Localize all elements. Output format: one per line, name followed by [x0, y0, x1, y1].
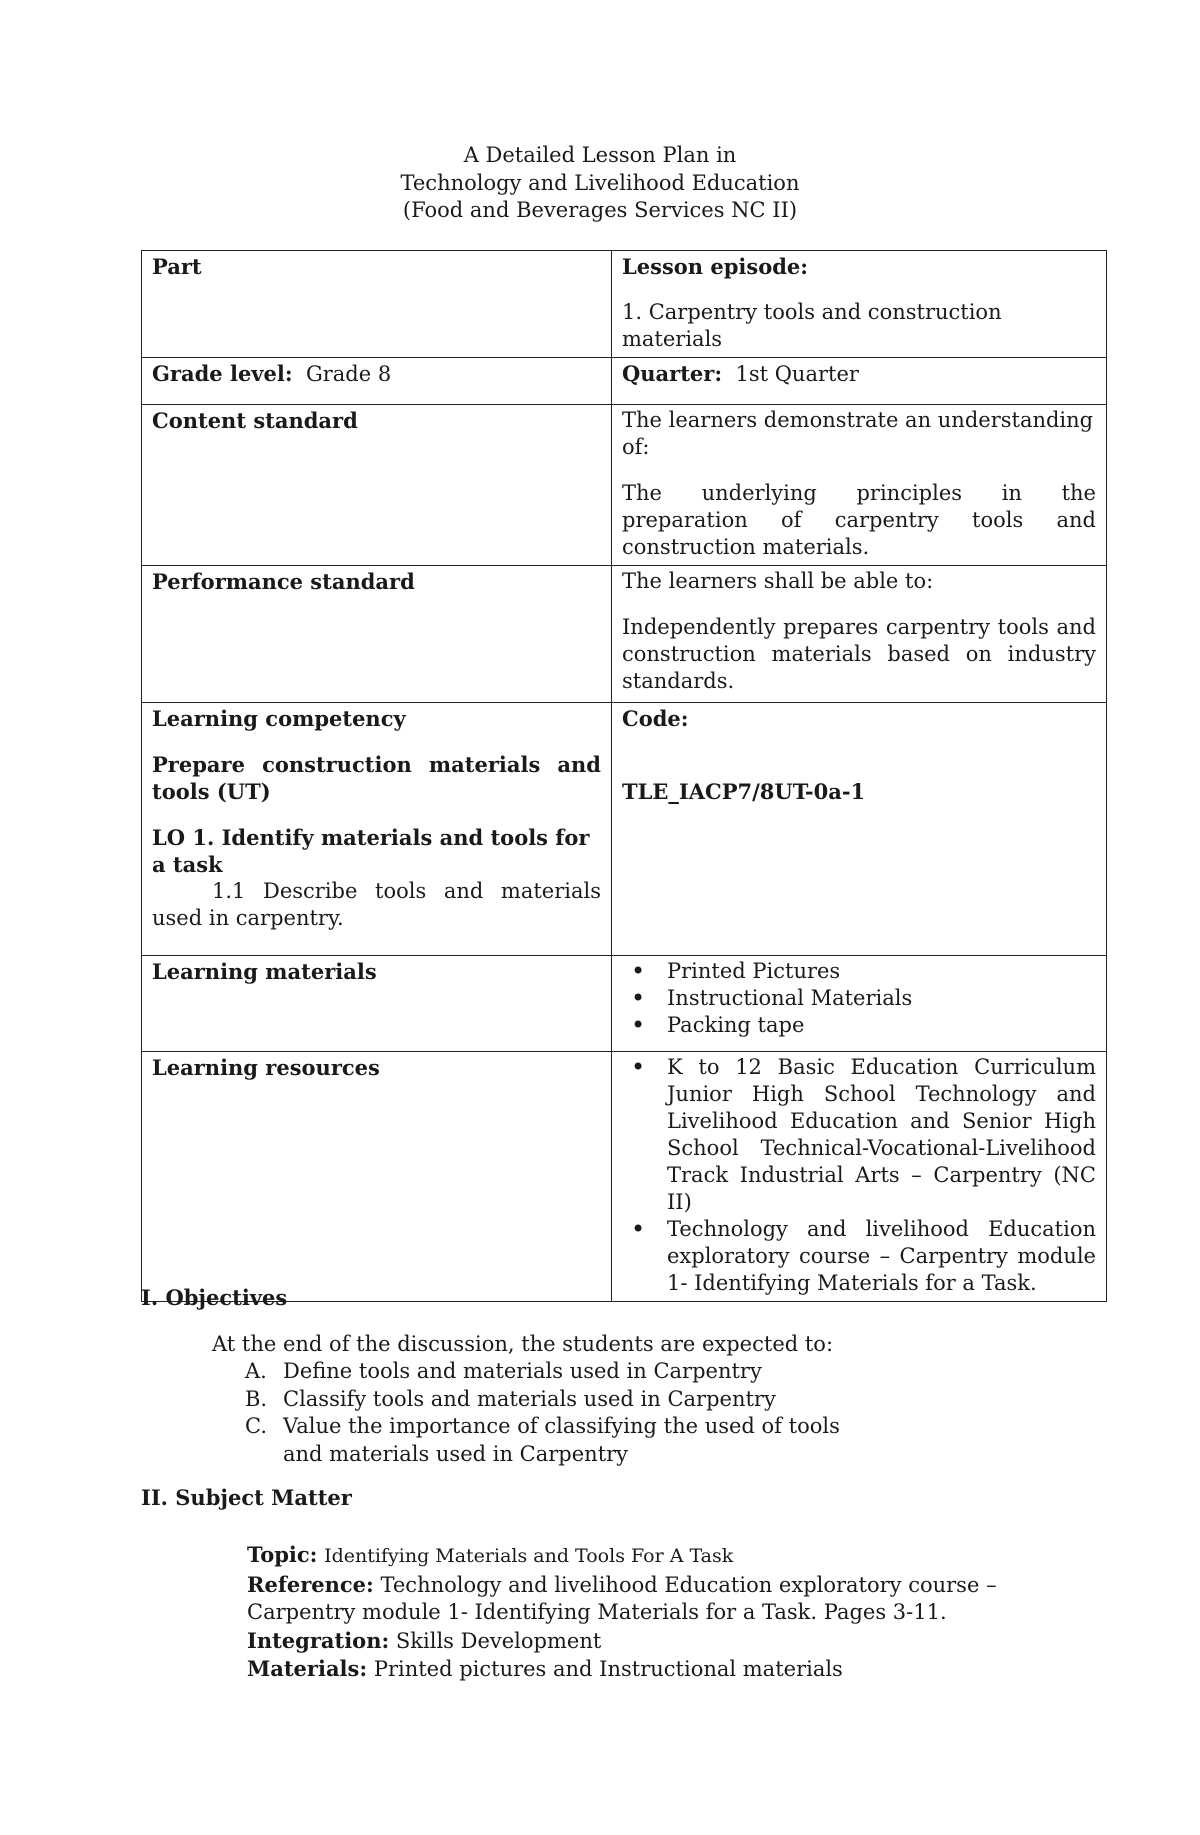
content-standard-text: The underlying principles in the preparation of carpentry tools and construction materials. — [622, 481, 1096, 559]
list-item: • Technology and livelihood Education exploratory course – Carpentry module 1- Identifying Materials for a Task. — [667, 1216, 1096, 1297]
learning-materials-label: Learning materials — [152, 959, 377, 984]
subject-matter-heading: II. Subject Matter — [141, 1485, 352, 1510]
learning-materials-list — [622, 958, 1096, 1039]
integration-value: Skills Development — [395, 1628, 602, 1653]
list-item — [245, 1386, 845, 1414]
list-item — [245, 1413, 845, 1468]
title-line-3: (Food and Beverages Services NC II) — [402, 198, 798, 222]
content-standard-label: Content standard — [152, 408, 358, 433]
materials-line — [247, 1655, 1037, 1684]
table-row — [142, 405, 1107, 566]
grade-label: Grade level: — [152, 361, 293, 386]
content-standard-cell — [142, 405, 612, 566]
competency-cell — [142, 703, 612, 956]
reference-label: Reference: — [247, 1571, 374, 1597]
table-row — [142, 358, 1107, 405]
table-row — [142, 1052, 1107, 1302]
integration-label: Integration: — [247, 1627, 390, 1653]
learning-resources-list — [622, 1054, 1096, 1297]
competency-label: Learning competency — [152, 706, 406, 731]
title-line-2: Technology and Livelihood Education — [400, 170, 800, 195]
objective-letter: B. — [245, 1386, 268, 1411]
list-item — [245, 1358, 845, 1386]
table-row — [142, 956, 1107, 1052]
content-standard-value-cell — [612, 405, 1107, 566]
objective-letter: A. — [245, 1359, 267, 1383]
lo-item: 1.1 Describe tools and materials used in carpentry. — [152, 879, 601, 930]
performance-standard-value-cell — [612, 566, 1107, 703]
objective-text: Define tools and materials used in Carpentry — [283, 1359, 762, 1383]
topic-label: Topic: — [247, 1542, 318, 1567]
topic-line — [247, 1541, 1037, 1571]
quarter-value: 1st Quarter — [735, 362, 859, 386]
code-label: Code: — [622, 706, 689, 731]
competency-title: Prepare construction materials and tools (UT) — [152, 752, 601, 804]
lesson-plan-table — [141, 250, 1107, 1302]
materials-value: Printed pictures and Instructional materials — [373, 1657, 843, 1681]
table-row — [142, 566, 1107, 703]
topic-value: Identifying Materials and Tools For A Task — [324, 1545, 734, 1567]
document-title — [0, 142, 1200, 225]
content-standard-intro: The learners demonstrate an understanding of: — [622, 408, 1094, 459]
performance-standard-intro: The learners shall be able to: — [622, 569, 934, 593]
learning-resources-label: Learning resources — [152, 1055, 380, 1080]
grade-value: Grade 8 — [305, 362, 392, 386]
learning-resources-cell — [142, 1052, 612, 1302]
lo-title: LO 1. Identify materials and tools for a task — [152, 825, 590, 877]
quarter-cell — [612, 358, 1107, 405]
table-row — [142, 703, 1107, 956]
performance-standard-cell — [142, 566, 612, 703]
episode-cell — [612, 251, 1107, 358]
reference-value: Technology and livelihood Education exploratory course – Carpentry module 1- Identifying Materials for a Task. Pages 3-11. — [247, 1572, 997, 1624]
list-item: • Instructional Materials — [667, 985, 1096, 1012]
list-item: • K to 12 Basic Education Curriculum Junior High School Technology and Livelihood Education and Senior High School Technical-Vocational-Livelihood Track Industrial Arts – Carpentry (NC II) — [667, 1054, 1096, 1216]
objectives-intro: At the end of the discussion, the students are expected to: — [212, 1332, 834, 1356]
reference-line — [247, 1571, 1037, 1627]
part-cell — [142, 251, 612, 358]
objective-letter: C. — [245, 1414, 267, 1438]
title-line-1: A Detailed Lesson Plan in — [463, 143, 737, 167]
objective-text: Value the importance of classifying the used of tools and materials used in Carpentry — [283, 1414, 840, 1466]
objective-text: Classify tools and materials used in Carpentry — [283, 1386, 776, 1411]
learning-resources-list-cell — [612, 1052, 1107, 1302]
grade-cell — [142, 358, 612, 405]
learning-materials-cell — [142, 956, 612, 1052]
subject-matter-body — [247, 1541, 1037, 1684]
quarter-label: Quarter: — [622, 361, 723, 386]
objectives-heading: I. Objectives — [141, 1285, 288, 1310]
code-cell — [612, 703, 1107, 956]
performance-standard-label: Performance standard — [152, 569, 415, 594]
part-label: Part — [152, 254, 202, 279]
list-item: • Packing tape — [667, 1012, 1096, 1039]
materials-label: Materials: — [247, 1656, 368, 1681]
performance-standard-text: Independently prepares carpentry tools and construction materials based on industry standards. — [622, 615, 1096, 693]
table-row — [142, 251, 1107, 358]
learning-materials-list-cell — [612, 956, 1107, 1052]
episode-label: Lesson episode: — [622, 254, 809, 279]
integration-line — [247, 1627, 1037, 1656]
list-item: • Printed Pictures — [667, 958, 1096, 985]
objectives-list — [245, 1358, 845, 1468]
code-value: TLE_IACP7/8UT-0a-1 — [622, 779, 866, 804]
episode-value: 1. Carpentry tools and construction materials — [622, 300, 1002, 351]
